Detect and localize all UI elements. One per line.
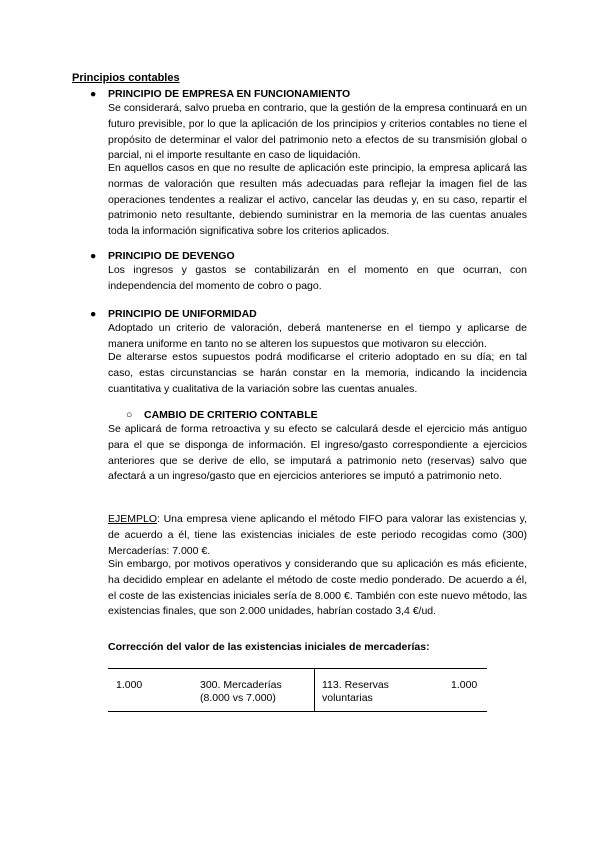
subsection-heading: CAMBIO DE CRITERIO CONTABLE [144,409,318,421]
credit-amount: 1.000 [451,679,478,691]
bullet-icon: ● [90,308,97,320]
debit-amount: 1.000 [116,679,143,691]
section-paragraph: Adoptado un criterio de valoración, deberá mantenerse en el tiempo y aplicarse de manera uniforme en tanto no se alteren los supuestos que motivaron su elección. [108,322,527,350]
table-divider [314,669,315,711]
debit-account-name: 300. Mercaderías [200,679,282,691]
example-paragraph-2: Sin embargo, por motivos operativos y considerando que su aplicación es más eficiente, ha decidido emplear en adelante el método de coste medio ponderado. De acuerdo a él, el coste de las existencias iniciales sería de 8.000 €. También con este nuevo método, las existencias finales, que son 2.000 unidades, habrían costado 3,4 €/ud. [108,558,527,618]
section-paragraph: Se considerará, salvo prueba en contrario, que la gestión de la empresa continuará en un futuro previsible, por lo que la aplicación de los principios y criterios contables no tiene el propósito de determinar el valor del patrimonio neto a efectos de su transmisión global o parcial, ni el importe resultante en caso de liquidación. [108,102,527,162]
subsection-paragraph: Se aplicará de forma retroactiva y su efecto se calculará desde el ejercicio más antiguo para el que se disponga de información. El ingreso/gasto correspondiente a ejercicios anteriores que se derive de ello, se imputará a patrimonio neto (reservas) salvo que afectará a un ingreso/gasto que en ejercicios anteriores se imputó a patrimonio neto. [108,423,527,483]
debit-account-detail: (8.000 vs 7.000) [200,692,276,704]
section-heading-empresa: PRINCIPIO DE EMPRESA EN FUNCIONAMIENTO [108,88,351,100]
credit-account-name: 113. Reservas [322,679,389,691]
bullet-icon: ● [90,250,97,262]
page-title: Principios contables [72,72,180,84]
section-heading-uniformidad: PRINCIPIO DE UNIFORMIDAD [108,308,257,320]
example-paragraph [108,512,527,559]
section-heading-devengo: PRINCIPIO DE DEVENGO [108,250,235,262]
bullet-icon: ● [90,88,97,100]
correction-title: Corrección del valor de las existencias iniciales de mercaderías: [108,641,430,653]
section-paragraph: Los ingresos y gastos se contabilizarán en el momento en que ocurran, con independencia del momento de cobro o pago. [108,264,527,292]
section-paragraph: De alterarse estos supuestos podrá modificarse el criterio adoptado en su día; en tal caso, estas circunstancias se harán constar en la memoria, indicando la incidencia cuantitativa y cualitativa de la variación sobre las cuentas anuales. [108,351,527,395]
journal-entry-table [108,668,487,712]
credit-account-detail: voluntarias [322,692,373,704]
example-text: : Una empresa viene aplicando el método FIFO para valorar las existencias y, de acuerdo a él, tiene las existencias iniciales de este periodo recogidas como (300) Mercaderías: 7.000 €. [108,513,527,557]
example-label: EJEMPLO [108,513,158,525]
section-paragraph: En aquellos casos en que no resulte de aplicación este principio, la empresa aplicará las normas de valoración que resulten más adecuadas para reflejar la imagen fiel de las operaciones tendentes a realizar el activo, cancelar las deudas y, en su caso, repartir el patrimonio neto resultante, debiendo suministrar en la memoria de las cuentas anuales toda la información significativa sobre los criterios aplicados. [108,162,527,238]
circle-bullet-icon: ○ [126,409,133,421]
